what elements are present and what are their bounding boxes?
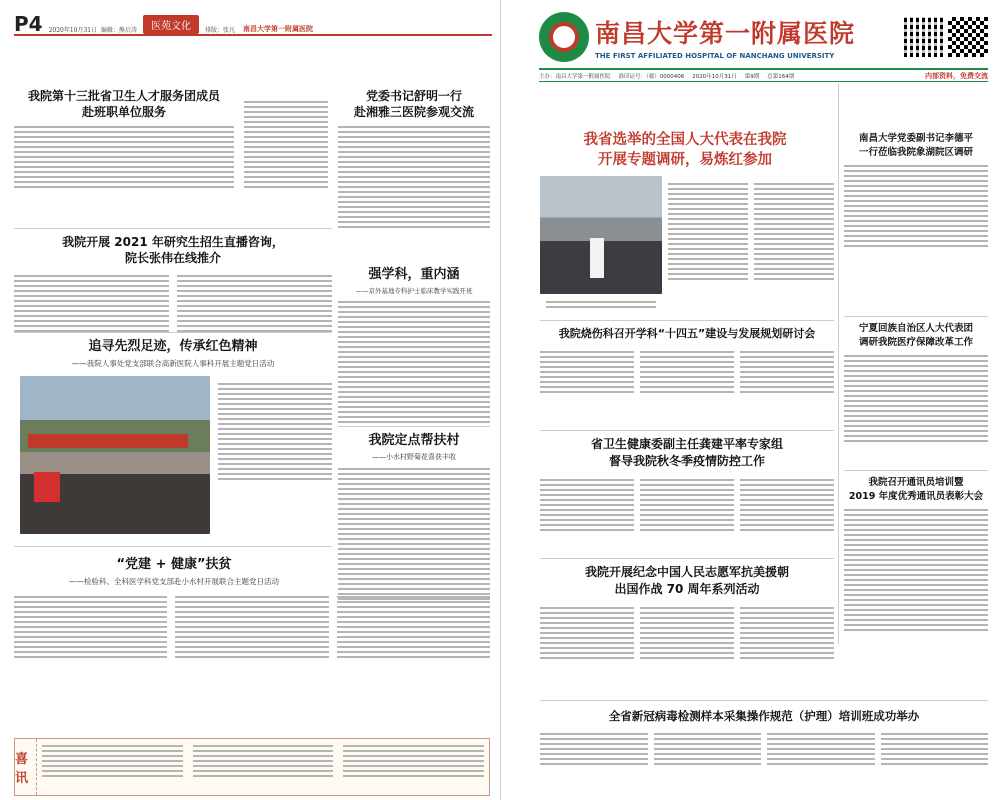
masthead xyxy=(539,6,988,68)
editor-credit: 编辑：熊启涛 xyxy=(100,27,137,34)
article-body xyxy=(218,380,332,483)
article-body xyxy=(338,301,490,423)
hospital-name-small: 南昌大学第一附属医院 xyxy=(242,24,313,33)
article-body xyxy=(740,604,834,662)
article-body xyxy=(337,593,490,661)
article-title: 强学科，重内涵 xyxy=(368,267,460,282)
article-title: 2019 年度优秀通讯员表彰大会 xyxy=(848,491,984,502)
layout-credit: 排版：张凡 xyxy=(204,27,235,34)
group-photo-red-flag xyxy=(20,376,210,534)
article-title: 赴班职单位服务 xyxy=(81,105,166,119)
free-exchange-tag: 内部资料，免费交流 xyxy=(925,71,988,80)
issue-number: 第9期 xyxy=(744,73,760,80)
article-title: 我院定点帮扶村 xyxy=(368,433,460,448)
article-party-health-poverty xyxy=(14,556,490,661)
qr-code-icon xyxy=(948,17,988,57)
article-subtitle: ——小水村野菊花喜获丰收 xyxy=(372,453,456,461)
article-subtitle: ——我院人事处党支部联合高新医院人事科开展主题党日活动 xyxy=(71,359,275,368)
article-body xyxy=(640,348,734,396)
article-title: 党委书记舒明一行 xyxy=(365,89,462,103)
masthead-english: THE FIRST AFFILIATED HOSPITAL OF NANCHANG UNIVERSITY xyxy=(595,52,835,60)
article-body xyxy=(540,348,634,396)
article-body xyxy=(844,165,988,247)
sponsor: 主办：南昌大学第一附属医院 xyxy=(539,73,611,80)
article-covid-sampling-training xyxy=(540,708,988,768)
good-news-banner xyxy=(14,738,490,796)
article-body xyxy=(754,180,834,283)
article-body xyxy=(338,126,490,228)
article-body xyxy=(740,348,834,396)
article-body xyxy=(767,730,875,768)
article-party-secretary-visit xyxy=(338,88,490,231)
date-line: 2020年10月31日 xyxy=(48,27,98,34)
article-body xyxy=(14,126,234,188)
article-title: 出国作战 70 周年系列活动 xyxy=(614,582,760,596)
article-subtitle: ——京外基地专科护士临床教学实践开班 xyxy=(355,287,473,295)
lead-article xyxy=(540,130,830,170)
article-title: 我院第十三批省卫生人才服务团成员 xyxy=(27,89,220,103)
article-title: 赴湘雅三医院参观交流 xyxy=(353,105,474,119)
article-discipline-building xyxy=(338,266,490,426)
banner-label: 喜讯 xyxy=(15,739,37,795)
qr-code-icon xyxy=(904,17,944,57)
left-page-header xyxy=(14,6,492,36)
article-body xyxy=(540,730,648,768)
article-burn-dept-plan xyxy=(540,326,834,396)
article-korean-war-anniversary xyxy=(540,564,834,662)
article-title: 调研我院医疗保障改革工作 xyxy=(858,337,973,348)
article-body xyxy=(740,476,834,534)
article-title: 院长张伟在线推介 xyxy=(124,251,221,265)
article-body xyxy=(640,604,734,662)
article-title: 追寻先烈足迹，传承红色精神 xyxy=(88,339,258,354)
article-title: 一行莅临我院象湖院区调研 xyxy=(858,147,973,158)
article-title: 宁夏回族自治区人大代表团 xyxy=(858,323,973,334)
article-body xyxy=(668,180,748,283)
article-subtitle: ——检验科、全科医学科党支部赴小水村开展联合主题党日活动 xyxy=(69,577,279,586)
sidebar-article-ningxia-delegation xyxy=(844,322,988,445)
article-body xyxy=(540,604,634,662)
article-title: “党建 + 健康”扶贫 xyxy=(116,557,232,572)
info-bar xyxy=(539,68,988,82)
column-tag: 医苑文化 xyxy=(143,15,199,34)
article-body xyxy=(654,730,762,768)
article-body xyxy=(640,476,734,534)
article-body xyxy=(177,272,332,335)
article-grad-admissions-live xyxy=(14,234,332,335)
article-epidemic-inspection xyxy=(540,436,834,534)
article-title: 南昌大学党委副书记李德平 xyxy=(858,133,973,144)
article-body xyxy=(14,272,169,335)
page-number: P4 xyxy=(14,12,43,36)
lead-title: 我省选举的全国人大代表在我院 xyxy=(583,132,787,148)
banner-column xyxy=(338,739,489,795)
permit-number: 准印证号：（赣）0000406 xyxy=(618,73,685,80)
article-title: 全省新冠病毒检测样本采集操作规范（护理）培训班成功举办 xyxy=(608,709,920,723)
article-title: 我院召开通讯员培训暨 xyxy=(868,477,964,488)
article-body xyxy=(540,476,634,534)
article-title: 省卫生健康委副主任龚建平率专家组 xyxy=(590,437,783,451)
article-red-spirit xyxy=(14,338,332,369)
sidebar-article-correspondent-training xyxy=(844,476,988,634)
photo-caption xyxy=(546,298,656,311)
article-body xyxy=(244,98,328,191)
article-body xyxy=(175,593,328,661)
article-body xyxy=(844,355,988,442)
issue-date: 2020年10月31日 xyxy=(692,73,737,80)
banner-column xyxy=(188,739,339,795)
article-title: 我院烧伤科召开学科“十四五”建设与发展规划研讨会 xyxy=(558,327,816,340)
article-body xyxy=(844,509,988,631)
article-title: 督导我院秋冬季疫情防控工作 xyxy=(608,454,765,468)
article-body xyxy=(14,593,167,661)
hospital-logo xyxy=(539,12,589,62)
article-body xyxy=(881,730,989,768)
total-issue: 总第164期 xyxy=(767,73,795,80)
article-talent-team xyxy=(14,88,234,191)
lead-photo xyxy=(540,176,662,294)
article-title: 我院开展纪念中国人民志愿军抗美援朝 xyxy=(584,565,789,579)
lead-title: 开展专题调研，易炼红参加 xyxy=(598,152,772,168)
banner-column xyxy=(37,739,188,795)
masthead-title: 南昌大学第一附属医院 xyxy=(595,19,856,48)
sidebar-article-vice-secretary xyxy=(844,132,988,250)
article-title: 我院开展 2021 年研究生招生直播咨询， xyxy=(62,235,284,249)
